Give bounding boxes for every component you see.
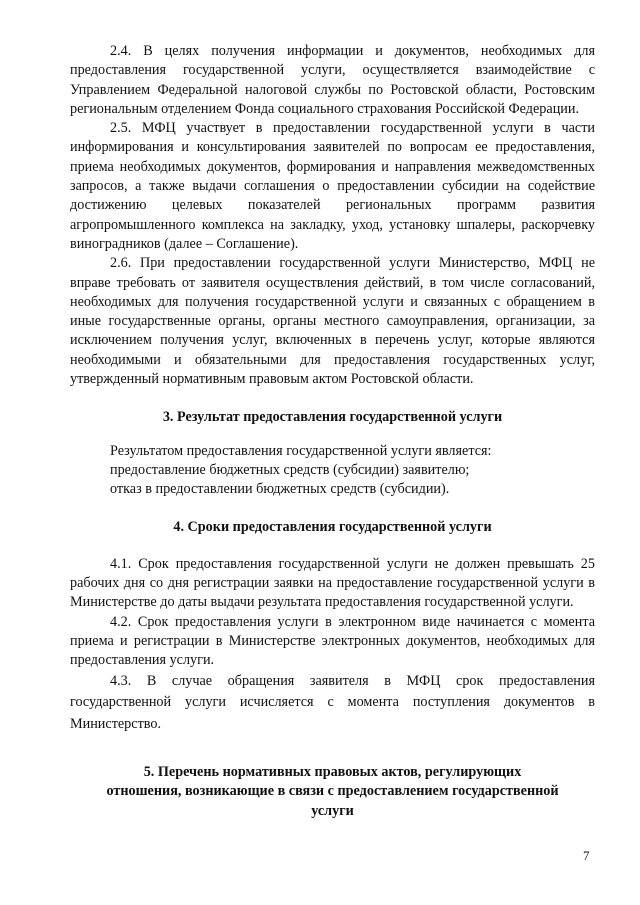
page-number: 7 [583, 848, 590, 863]
section-5-heading [70, 763, 595, 821]
paragraph-2-6: 2.6. При предоставлении государственной услуги Министерство, МФЦ не вправе требовать от заявителя осуществления действий, в том числе согласований, необходимых для получения государственной услуги и связанных с обращением в иные государственные органы, органы местного самоуправления, организации, за исключением получения услуг, включенных в перечень услуг, которые являются необходимыми и обязательными для предоставления государственных услуг, утвержденный нормативным правовым актом Ростовской области. [70, 255, 595, 388]
result-line-2: предоставление бюджетных средств (субсидии) заявителю; [110, 461, 470, 478]
paragraph-4-1: 4.1. Срок предоставления государственной услуги не должен превышать 25 рабочих дня со дня регистрации заявки на предоставление государственной услуги в Министерстве до даты выдачи результата предоставления государственной услуги. [70, 555, 595, 611]
section-3-heading: 3. Результат предоставления государственной услуги [162, 409, 503, 426]
section-4-heading: 4. Сроки предоставления государственной услуги [173, 518, 492, 535]
section-5-heading-line-1: 5. Перечень нормативных правовых актов, регулирующих [143, 764, 522, 781]
section-5-heading-line-3: услуги [311, 802, 354, 819]
paragraph-2-5: 2.5. МФЦ участвует в предоставлении государственной услуги в части информирования и консультирования заявителей по вопросам ее предоставления, приема необходимых документов, формирования и направления межведомственных запросов, а также выдачи соглашения о предоставлении субсидии на содействие достижению целевых показателей региональных программ развития агропромышленного комплекса на закладку, уход, установку шпалеры, раскорчевку виноградников (далее – Соглашение). [70, 120, 595, 252]
paragraph-2-4: 2.4. В целях получения информации и документов, необходимых для предоставления государственной услуги, осуществляется взаимодействие с Управлением Федеральной налоговой службы по Ростовской области, Ростовским региональным отделением Фонда социального страхования Российской Федерации. [70, 43, 595, 117]
document-page [70, 42, 595, 821]
paragraph-4-3: 4.3. В случае обращения заявителя в МФЦ срок предоставления государственной услуги исчисляется с момента поступления документов в Министерство. [70, 672, 595, 732]
result-line-3: отказ в предоставлении бюджетных средств (субсидии). [110, 481, 450, 498]
section-5-heading-line-2: отношения, возникающие в связи с предоставлением государственной [106, 783, 559, 800]
result-line-1: Результатом предоставления государственной услуги является: [110, 442, 492, 459]
paragraph-4-2: 4.2. Срок предоставления услуги в электронном виде начинается с момента приема и регистрации в Министерстве электронных документов, необходимых для предоставления услуги. [70, 613, 595, 669]
